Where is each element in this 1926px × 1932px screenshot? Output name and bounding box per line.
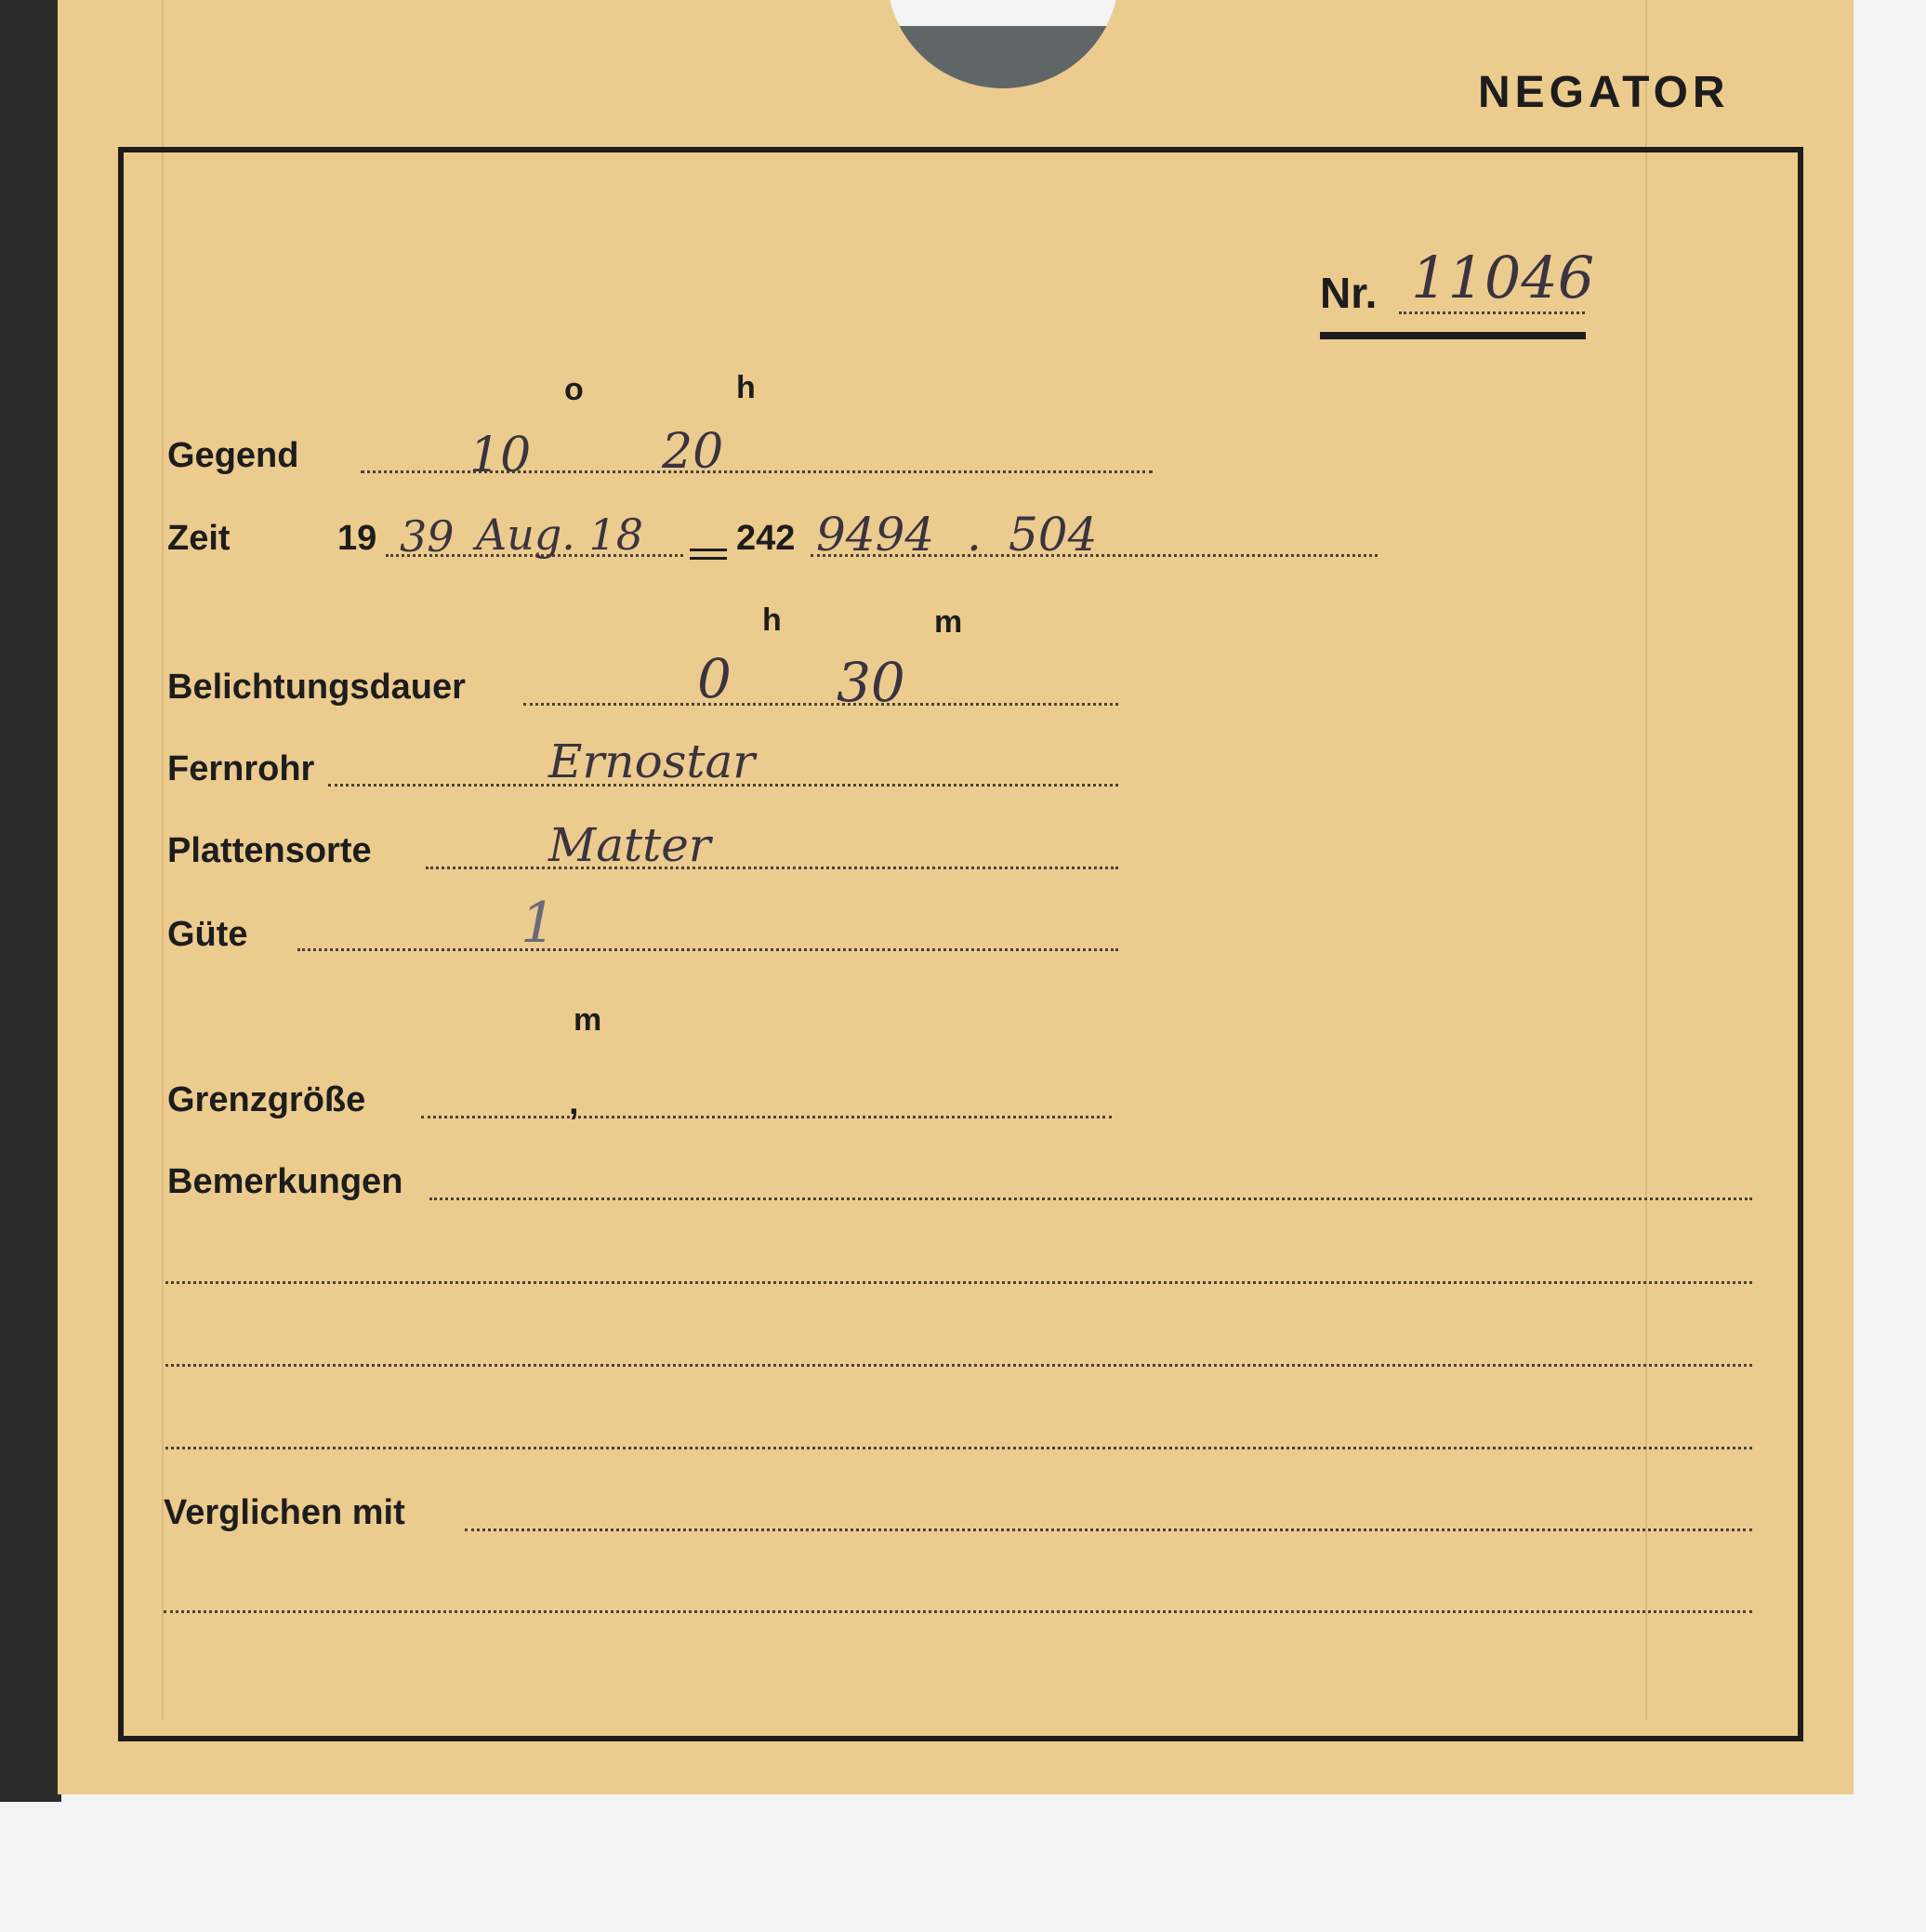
bemerkungen-dots-4 <box>165 1447 1752 1449</box>
grenzgroesse-separator: , <box>569 1083 579 1122</box>
dauer-dots <box>523 703 1118 706</box>
zeit-equals-bottom <box>690 557 727 560</box>
zeit-jd-prefix: 242 <box>736 519 796 558</box>
guete-dots <box>297 948 1118 951</box>
bemerkungen-dots-1 <box>429 1198 1752 1200</box>
plattensorte-label: Plattensorte <box>167 831 372 870</box>
number-value: 11046 <box>1411 244 1595 311</box>
number-dots <box>1399 311 1585 314</box>
grenzgroesse-label: Grenzgröße <box>167 1080 366 1119</box>
gegend-label: Gegend <box>167 436 299 475</box>
zeit-label: Zeit <box>167 519 231 558</box>
number-underline <box>1320 332 1586 339</box>
brand-title: NEGATOR <box>1478 68 1730 117</box>
zeit-year-prefix: 19 <box>337 519 377 558</box>
plattensorte-dots <box>426 867 1118 869</box>
gegend-value-2: 20 <box>662 424 724 480</box>
unit-o: o <box>564 372 584 407</box>
dauer-hours: 0 <box>697 647 732 710</box>
grenzgroesse-dots <box>421 1116 1112 1118</box>
number-label: Nr. <box>1320 269 1378 317</box>
zeit-jd-value: 9494 <box>816 508 935 562</box>
guete-value: 1 <box>521 891 557 956</box>
bemerkungen-label: Bemerkungen <box>167 1162 403 1201</box>
verglichen-dots-2 <box>164 1610 1752 1613</box>
verglichen-label: Verglichen mit <box>164 1493 405 1532</box>
gegend-value-1: 10 <box>469 428 532 483</box>
unit-dauer-h: h <box>762 602 782 638</box>
zeit-jd-fraction: 504 <box>1009 508 1098 562</box>
bemerkungen-dots-2 <box>165 1281 1752 1284</box>
fernrohr-label: Fernrohr <box>167 749 315 788</box>
plattensorte-value: Matter <box>548 818 711 872</box>
fernrohr-value: Ernostar <box>548 734 756 788</box>
dauer-minutes: 30 <box>837 651 905 714</box>
zeit-date: Aug. 18 <box>476 509 644 560</box>
zeit-equals-top <box>690 549 727 551</box>
guete-label: Güte <box>167 915 248 954</box>
bemerkungen-dots-3 <box>165 1364 1752 1367</box>
thumb-notch <box>887 0 1119 88</box>
zeit-year-suffix: 39 <box>400 511 455 562</box>
verglichen-dots-1 <box>465 1528 1752 1531</box>
dauer-label: Belichtungsdauer <box>167 668 466 707</box>
zeit-jd-separator: . <box>967 508 982 562</box>
unit-dauer-m: m <box>934 604 963 640</box>
unit-h: h <box>736 370 756 405</box>
album-spine <box>0 0 61 1802</box>
unit-grenz-m: m <box>574 1002 602 1038</box>
